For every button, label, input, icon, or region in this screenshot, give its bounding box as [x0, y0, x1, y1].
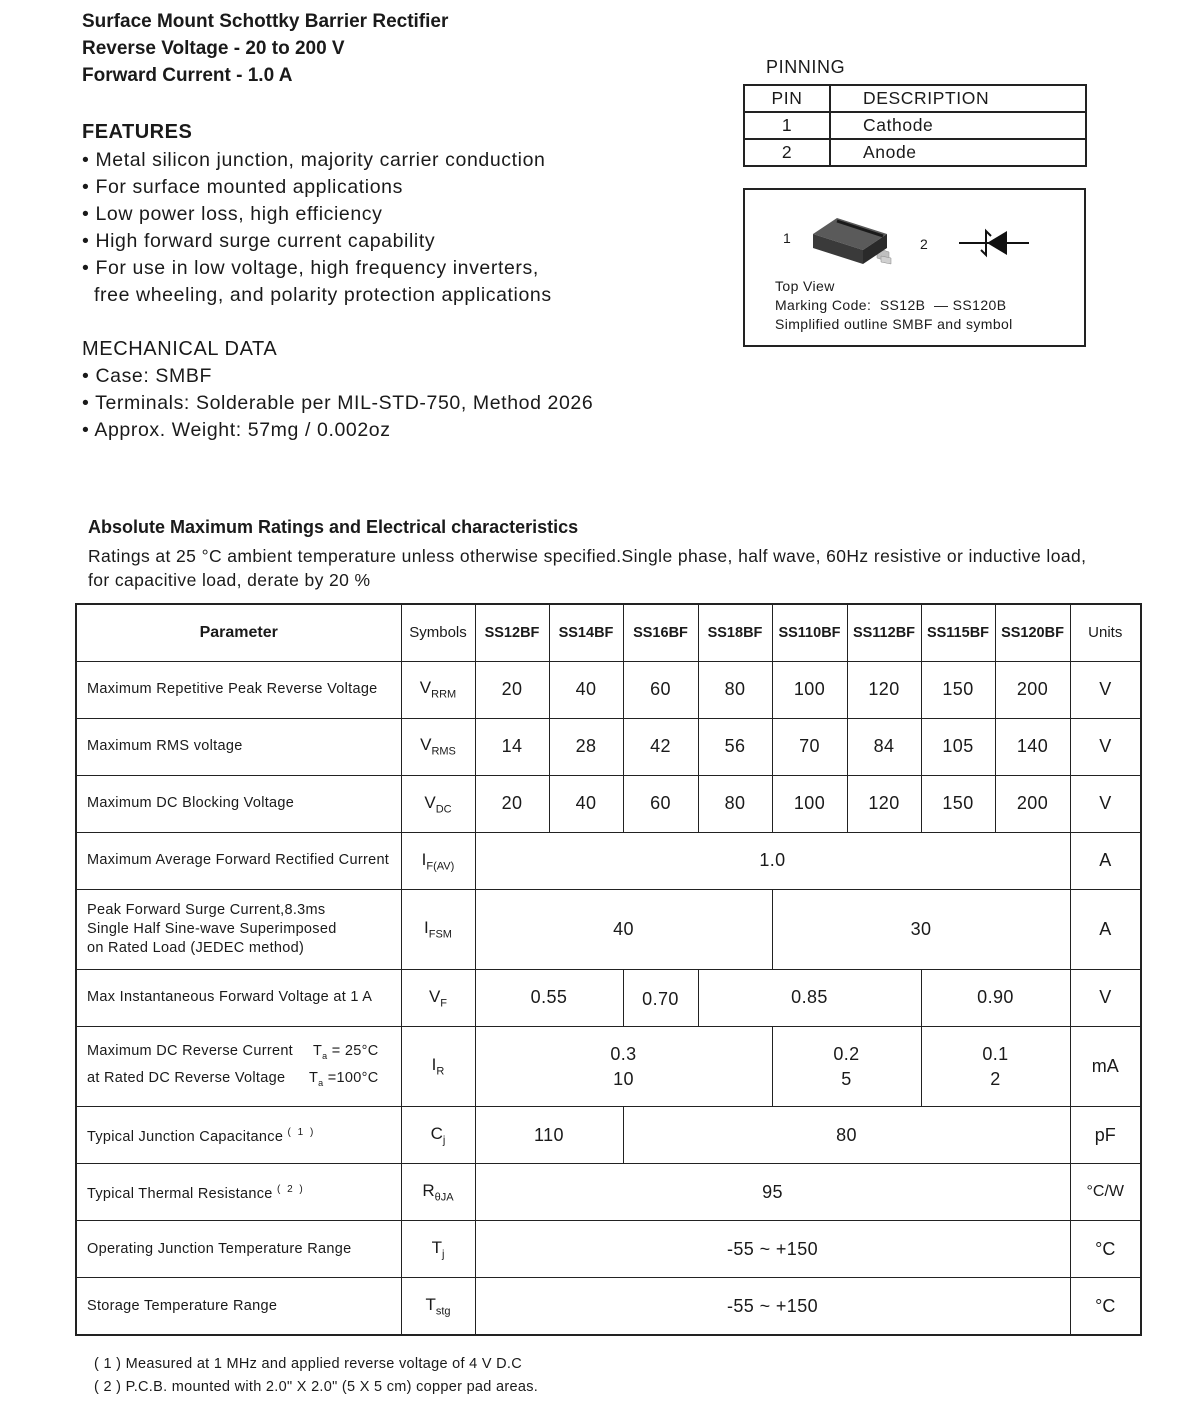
- parameter-cell: Maximum DC Reverse Current $T_a = 25^\circ C$ at Rated DC Reverse Voltage $T_a =100^\circ C$: [76, 1026, 401, 1106]
- document-header: [82, 8, 448, 89]
- value-cell: 0.1 2: [921, 1026, 1070, 1106]
- feature-item: free wheeling, and polarity protection applications: [82, 284, 552, 306]
- parameter-cell: Maximum RMS voltage: [76, 718, 401, 775]
- parameter-header: Parameter: [76, 604, 401, 661]
- parameter-cell: Operating Junction Temperature Range: [76, 1221, 401, 1278]
- value-cell: 100: [772, 661, 847, 718]
- parameter-cell: Typical Junction Capacitance $^{( 1 )}$: [76, 1107, 401, 1164]
- value-cell: 60: [623, 775, 698, 832]
- value-cell: 20: [475, 661, 549, 718]
- symbol-cell: $C_j$: [401, 1107, 475, 1164]
- pinning-table: [743, 84, 1087, 167]
- table-row-cj: [76, 1107, 1141, 1164]
- part-header: SS115BF: [921, 604, 995, 661]
- parameter-cell: Maximum Repetitive Peak Reverse Voltage: [76, 661, 401, 718]
- parameter-cell: Storage Temperature Range: [76, 1278, 401, 1335]
- unit-cell: V: [1070, 969, 1141, 1026]
- symbol-cell: $R_{\theta JA}$: [401, 1164, 475, 1221]
- symbol-cell: $T_j$: [401, 1221, 475, 1278]
- feature-item: • Low power loss, high efficiency: [82, 203, 383, 225]
- value-cell: 28: [549, 718, 623, 775]
- part-header: SS14BF: [549, 604, 623, 661]
- value-cell: 40: [549, 661, 623, 718]
- value-cell: 140: [995, 718, 1070, 775]
- value-cell: 95: [475, 1164, 1070, 1221]
- value-cell: 110: [475, 1107, 623, 1164]
- package-outline-box: [743, 188, 1086, 347]
- symbol-cell: $V_{DC}$: [401, 775, 475, 832]
- value-cell: 30: [772, 889, 1070, 969]
- value-cell: 42: [623, 718, 698, 775]
- value-cell: 0.55: [475, 969, 623, 1026]
- value-cell: -55 ~ +150: [475, 1221, 1070, 1278]
- features-title: FEATURES: [82, 121, 193, 143]
- unit-cell: V: [1070, 775, 1141, 832]
- value-cell: 100: [772, 775, 847, 832]
- ratings-table: [75, 603, 1142, 1336]
- table-row-vf: [76, 969, 1141, 1026]
- value-cell: 56: [698, 718, 772, 775]
- parameter-cell: Maximum Average Forward Rectified Current: [76, 832, 401, 889]
- symbol-cell: $V_F$: [401, 969, 475, 1026]
- footnote-2: ( 2 ) P.C.B. mounted with 2.0" X 2.0" (5 X 5 cm) copper pad areas.: [94, 1379, 539, 1395]
- parameter-cell: Maximum DC Blocking Voltage: [76, 775, 401, 832]
- pin1-label: 1: [783, 230, 791, 246]
- unit-cell: V: [1070, 718, 1141, 775]
- table-row-vdc: [76, 775, 1141, 832]
- unit-cell: V: [1070, 661, 1141, 718]
- feature-item: • Metal silicon junction, majority carrier conduction: [82, 149, 546, 171]
- value-cell: 40: [475, 889, 772, 969]
- symbol-cell: $V_{RMS}$: [401, 718, 475, 775]
- diode-symbol-icon: [957, 228, 1031, 258]
- mechanical-item: • Case: SMBF: [82, 365, 212, 387]
- units-header: Units: [1070, 604, 1141, 661]
- unit-cell: °C: [1070, 1221, 1141, 1278]
- value-cell: 150: [921, 775, 995, 832]
- footnote-1: ( 1 ) Measured at 1 MHz and applied reverse voltage of 4 V D.C: [94, 1356, 523, 1372]
- mechanical-item: • Approx. Weight: 57mg / 0.002oz: [82, 419, 391, 441]
- symbol-cell: $I_R$: [401, 1026, 475, 1106]
- value-cell: 120: [847, 661, 921, 718]
- unit-cell: pF: [1070, 1107, 1141, 1164]
- value-cell: 60: [623, 661, 698, 718]
- feature-item: • High forward surge current capability: [82, 230, 436, 252]
- part-header: SS112BF: [847, 604, 921, 661]
- unit-cell: A: [1070, 889, 1141, 969]
- value-cell: 150: [921, 661, 995, 718]
- parameter-cell: Peak Forward Surge Current,8.3ms Single Half Sine-wave Superimposed on Rated Load (JEDEC method): [76, 889, 401, 969]
- forward-current-line: Forward Current - 1.0 A: [82, 65, 293, 86]
- value-cell: 0.2 5: [772, 1026, 921, 1106]
- pin-number: 1: [744, 112, 830, 139]
- table-row-vrrm: [76, 661, 1141, 718]
- top-view-label: Top View: [775, 278, 835, 294]
- value-cell: 0.70: [623, 969, 698, 1026]
- part-header: SS12BF: [475, 604, 549, 661]
- parameter-cell: Max Instantaneous Forward Voltage at 1 A: [76, 969, 401, 1026]
- product-title: Surface Mount Schottky Barrier Rectifier: [82, 11, 449, 32]
- unit-cell: °C/W: [1070, 1164, 1141, 1221]
- value-cell: 120: [847, 775, 921, 832]
- value-cell: 105: [921, 718, 995, 775]
- ratings-title: Absolute Maximum Ratings and Electrical characteristics: [88, 517, 579, 537]
- value-cell: 70: [772, 718, 847, 775]
- value-cell: 80: [698, 661, 772, 718]
- pinning-header-row: [744, 85, 1086, 112]
- marking-code: Marking Code: SS12B — SS120B: [775, 297, 1007, 313]
- part-header: SS110BF: [772, 604, 847, 661]
- symbols-header: Symbols: [401, 604, 475, 661]
- table-row-tstg: [76, 1278, 1141, 1335]
- unit-cell: A: [1070, 832, 1141, 889]
- value-cell: 40: [549, 775, 623, 832]
- mechanical-title: MECHANICAL DATA: [82, 338, 278, 360]
- table-row-ifav: [76, 832, 1141, 889]
- value-cell: 200: [995, 661, 1070, 718]
- package-caption: [775, 277, 1013, 334]
- reverse-voltage-line: Reverse Voltage - 20 to 200 V: [82, 38, 345, 59]
- part-header: SS16BF: [623, 604, 698, 661]
- value-cell: 200: [995, 775, 1070, 832]
- parameter-cell: Typical Thermal Resistance $^{( 2 )}$: [76, 1164, 401, 1221]
- footnotes: [94, 1353, 538, 1399]
- table-row-vrms: [76, 718, 1141, 775]
- outline-caption: Simplified outline SMBF and symbol: [775, 316, 1013, 332]
- pin-description: Cathode: [830, 112, 1086, 139]
- ratings-note-line2: for capacitive load, derate by 20 %: [88, 570, 371, 590]
- pin-number: 2: [744, 139, 830, 166]
- value-cell: -55 ~ +150: [475, 1278, 1070, 1335]
- table-row-tj: [76, 1221, 1141, 1278]
- table-row-ifsm: [76, 889, 1141, 969]
- unit-cell: °C: [1070, 1278, 1141, 1335]
- unit-cell: mA: [1070, 1026, 1141, 1106]
- mechanical-section: [82, 338, 593, 444]
- table-row-ir: [76, 1026, 1141, 1106]
- value-cell: 84: [847, 718, 921, 775]
- part-header: SS120BF: [995, 604, 1070, 661]
- value-cell: 14: [475, 718, 549, 775]
- ratings-note: [88, 544, 1086, 592]
- description-header: DESCRIPTION: [830, 85, 1086, 112]
- value-cell: 0.3 10: [475, 1026, 772, 1106]
- ratings-note-line1: Ratings at 25 °C ambient temperature unless otherwise specified.Single phase, half wave, 60Hz resistive or inductive load,: [88, 546, 1087, 566]
- pin-header: PIN: [744, 85, 830, 112]
- features-section: [82, 121, 552, 309]
- feature-item: • For use in low voltage, high frequency inverters,: [82, 257, 539, 279]
- value-cell: 20: [475, 775, 549, 832]
- mechanical-item: • Terminals: Solderable per MIL-STD-750, Method 2026: [82, 392, 594, 414]
- pin-description: Anode: [830, 139, 1086, 166]
- smbf-package-image: [807, 212, 899, 270]
- value-cell: 80: [698, 775, 772, 832]
- ratings-header-row: [76, 604, 1141, 661]
- pin2-label: 2: [920, 236, 928, 252]
- pinning-row: [744, 139, 1086, 166]
- pinning-row: [744, 112, 1086, 139]
- symbol-cell: $V_{RRM}$: [401, 661, 475, 718]
- symbol-cell: $I_{F(AV)}$: [401, 832, 475, 889]
- value-cell: 80: [623, 1107, 1070, 1164]
- pinning-title: PINNING: [766, 57, 846, 77]
- feature-item: • For surface mounted applications: [82, 176, 403, 198]
- symbol-cell: $I_{FSM}$: [401, 889, 475, 969]
- value-cell: 0.85: [698, 969, 921, 1026]
- value-cell: 0.90: [921, 969, 1070, 1026]
- part-header: SS18BF: [698, 604, 772, 661]
- symbol-cell: $T_{stg}$: [401, 1278, 475, 1335]
- value-cell: 1.0: [475, 832, 1070, 889]
- table-row-rth: [76, 1164, 1141, 1221]
